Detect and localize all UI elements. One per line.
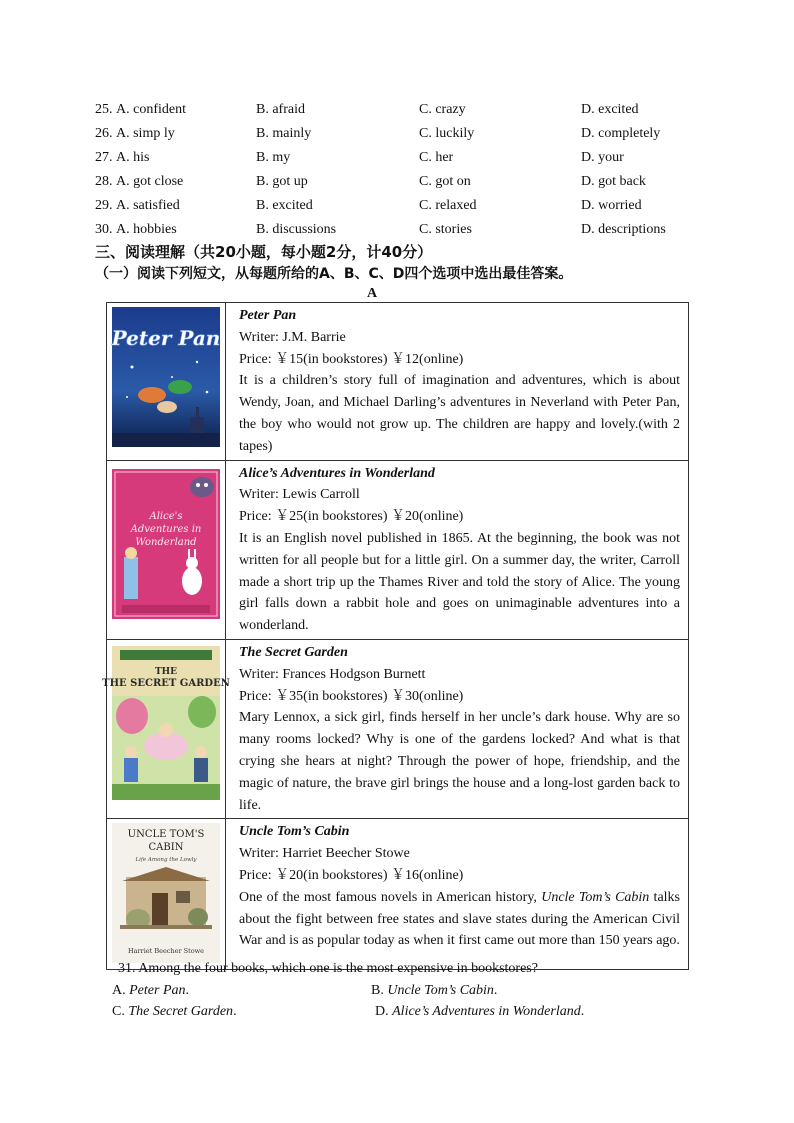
svg-text:Life Among the Lowly: Life Among the Lowly <box>135 857 197 864</box>
book-row-alice <box>107 460 689 639</box>
book-title: Alice’s Adventures in Wonderland <box>239 465 435 481</box>
book-writer: Writer: Lewis Carroll <box>239 487 360 503</box>
book-description: It is an English novel published in 1865. At the beginning, the book was not written for all people but for a little girl. On a summer day, the writer, Carroll made a short trip up the Thames River and told the story of Alice. The young girl falls down a rabbit hole and goes on unimaginable adventures into a wonderland. <box>239 530 680 634</box>
book-info <box>226 303 689 461</box>
passage-label: A <box>367 286 378 301</box>
peter-pan-cover-image <box>112 307 220 447</box>
book-description: Mary Lennox, a sick girl, finds herself in her uncle’s dark house. Why are so many rooms locked? Why is one of the gardens locked? And what is that crying she hears at night? Through the power of hope, friendship, and the magic of nature, the brave girl brings the house and a long-lost garden back to life. <box>239 710 680 813</box>
book-row-uncle-tom <box>107 819 689 970</box>
option-row-25 <box>95 98 715 122</box>
option-c: C. stories <box>419 222 472 237</box>
svg-text:THE SECRET GARDEN: THE SECRET GARDEN <box>102 677 230 689</box>
book-description: It is a children’s story full of imagination and adventures, which is about Wendy, Joan, and Michael Darling’s adventures in Neverland with Peter Pan, the boy who would not grow up. The children are happy and lovely.(with 2 tapes) <box>239 373 680 454</box>
book-table <box>102 302 689 970</box>
option-a: 28. A. got close <box>95 174 184 189</box>
section-title: 三、阅读理解（共20小题，每小题2分，计40分） <box>95 243 433 261</box>
option-d: D. excited <box>581 102 639 117</box>
option-d: D. completely <box>581 126 661 141</box>
book-price: Price: ￥15(in bookstores) ￥12(online) <box>239 351 464 367</box>
svg-text:Wonderland: Wonderland <box>135 536 197 548</box>
cloze-options <box>95 98 715 242</box>
book-writer: Writer: Frances Hodgson Burnett <box>239 666 426 682</box>
question-31-option-c: C. The Secret Garden. <box>112 1004 237 1019</box>
book-info <box>226 639 689 818</box>
option-row-29 <box>95 194 715 218</box>
svg-text:Peter Pan: Peter Pan <box>111 326 221 350</box>
book-row-peter-pan <box>107 303 689 461</box>
option-c: C. crazy <box>419 102 466 117</box>
option-b: B. excited <box>256 198 313 213</box>
option-b: B. my <box>256 150 291 165</box>
book-description: One of the most famous novels in American history, Uncle Tom’s Cabin talks about the fight between free states and slave states during the American Civil War and is as popular today as when it first came out more than 150 years ago. <box>239 889 680 949</box>
option-d: D. worried <box>581 198 642 213</box>
option-a: 26. A. simp ly <box>95 126 175 141</box>
option-row-30 <box>95 218 715 242</box>
option-d: D. descriptions <box>581 222 666 237</box>
svg-text:CABIN: CABIN <box>148 842 184 854</box>
uncle-tom-cover-image <box>112 823 220 963</box>
option-b: B. got up <box>256 174 308 189</box>
book-price: Price: ￥25(in bookstores) ￥20(online) <box>239 509 464 525</box>
option-b: B. discussions <box>256 222 337 237</box>
book-title: The Secret Garden <box>239 644 348 660</box>
cover-cell <box>107 819 226 970</box>
book-info <box>226 819 689 970</box>
question-31-option-a: A. Peter Pan. <box>112 983 189 998</box>
option-d: D. got back <box>581 174 646 189</box>
book-row-secret-garden <box>107 639 689 818</box>
option-c: C. luckily <box>419 126 475 141</box>
option-b: B. afraid <box>256 102 305 117</box>
cover-cell <box>102 639 230 818</box>
book-writer: Writer: J.M. Barrie <box>239 329 346 345</box>
question-31-option-b: B. Uncle Tom’s Cabin. <box>371 983 498 998</box>
option-a: 27. A. his <box>95 150 150 165</box>
question-31-stem: 31. Among the four books, which one is the most expensive in bookstores? <box>118 961 538 976</box>
svg-text:Alice's: Alice's <box>149 510 183 522</box>
option-b: B. mainly <box>256 126 312 141</box>
svg-text:Adventures in: Adventures in <box>130 523 202 535</box>
option-row-28 <box>95 170 715 194</box>
option-a: 29. A. satisfied <box>95 198 180 213</box>
option-c: C. got on <box>419 174 471 189</box>
book-price: Price: ￥35(in bookstores) ￥30(online) <box>239 688 464 704</box>
book-writer: Writer: Harriet Beecher Stowe <box>239 846 410 862</box>
option-a: 30. A. hobbies <box>95 222 177 237</box>
option-c: C. her <box>419 150 454 165</box>
svg-text:UNCLE TOM'S: UNCLE TOM'S <box>127 829 205 841</box>
cover-cell <box>107 460 226 639</box>
subsection-title: （一）阅读下列短文，从每题所给的A、B、C、D四个选项中选出最佳答案。 <box>95 266 573 282</box>
alice-cover-image <box>112 469 220 619</box>
svg-text:THE: THE <box>154 666 178 677</box>
option-row-27 <box>95 146 715 170</box>
cover-cell <box>107 303 226 461</box>
book-info <box>226 460 689 639</box>
secret-garden-cover-image <box>102 646 230 800</box>
option-c: C. relaxed <box>419 198 477 213</box>
book-title: Uncle Tom’s Cabin <box>239 824 350 840</box>
book-price: Price: ￥20(in bookstores) ￥16(online) <box>239 867 464 883</box>
svg-text:Harriet Beecher Stowe: Harriet Beecher Stowe <box>127 947 205 956</box>
option-a: 25. A. confident <box>95 102 186 117</box>
option-d: D. your <box>581 150 624 165</box>
question-31-option-d: D. Alice’s Adventures in Wonderland. <box>375 1004 585 1019</box>
book-title: Peter Pan <box>239 308 297 323</box>
option-row-26 <box>95 122 715 146</box>
